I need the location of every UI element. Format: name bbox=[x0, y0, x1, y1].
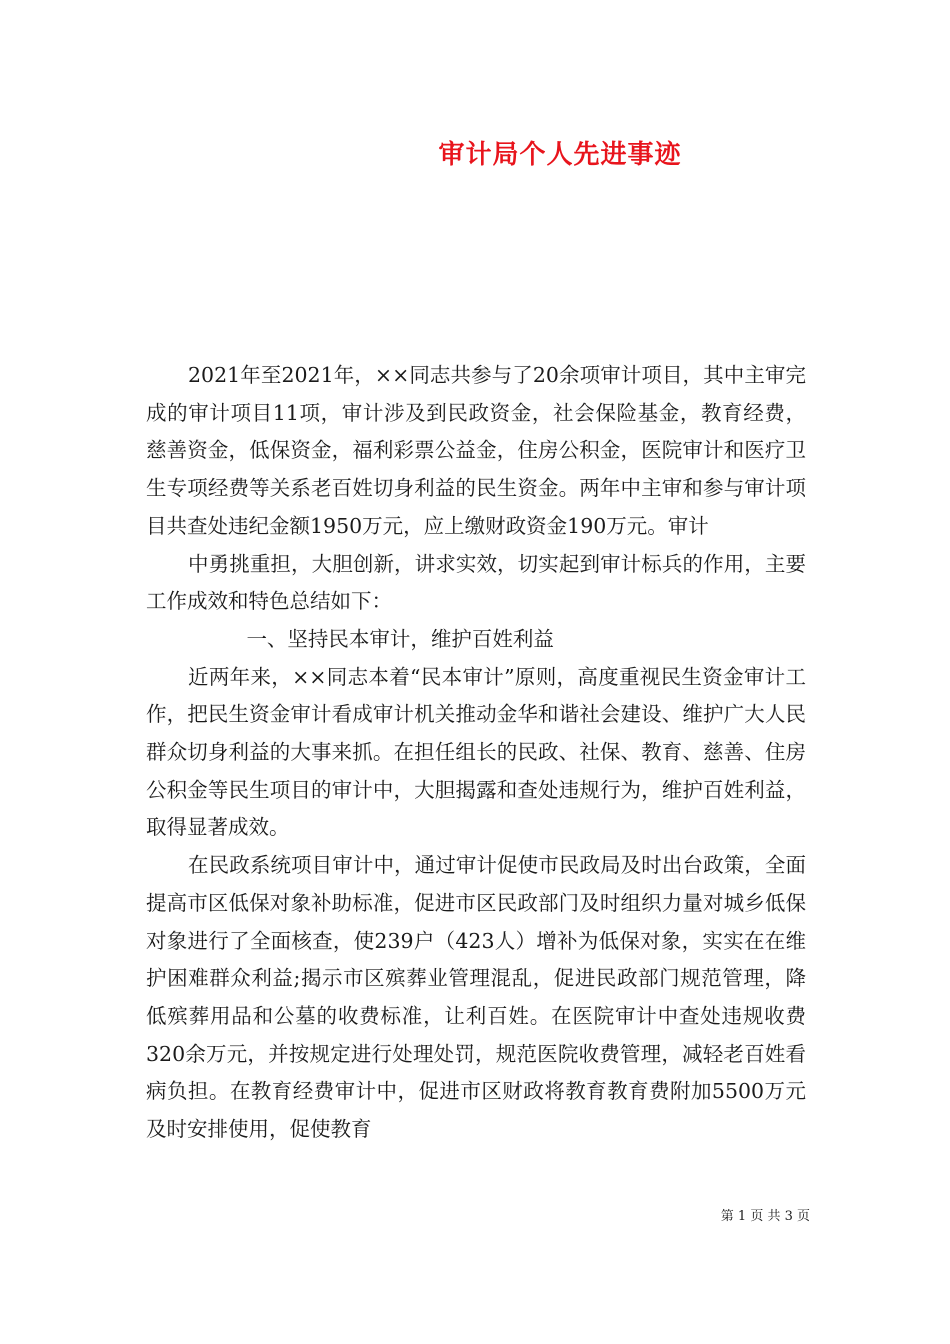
document-body bbox=[146, 357, 806, 1149]
document-title: 审计局个人先进事迹 bbox=[438, 140, 682, 170]
section-heading-1: 一、坚持民本审计，维护百姓利益 bbox=[246, 626, 554, 651]
paragraph-2: 中勇挑重担，大胆创新，讲求实效，切实起到审计标兵的作用，主要工作成效和特色总结如下： bbox=[146, 551, 806, 614]
paragraph-1: 2021年至2021年，××同志共参与了20余项审计项目，其中主审完成的审计项目11项，审计涉及到民政资金，社会保险基金，教育经费，慈善资金，低保资金，福利彩票公益金，住房公积金，医院审计和医疗卫生专项经费等关系老百姓切身利益的民生资金。两年中主审和参与审计项目共查处违纪金额1950万元，应上缴财政资金190万元。审计 bbox=[146, 363, 806, 538]
paragraph-4: 在民政系统项目审计中，通过审计促使市民政局及时出台政策，全面提高市区低保对象补助标准，促进市区民政部门及时组织力量对城乡低保对象进行了全面核查，使239户（423人）增补为低保对象，实实在在维护困难群众利益;揭示市区殡葬业管理混乱，促进民政部门规范管理，降低殡葬用品和公墓的收费标准，让利百姓。在医院审计中查处违规收费320余万元，并按规定进行处理处罚，规范医院收费管理，减轻老百姓看病负担。在教育经费审计中，促进市区财政将教育教育费附加5500万元及时安排使用，促使教育 bbox=[146, 853, 806, 1142]
page-number-footer: 第 1 页 共 3 页 bbox=[720, 1209, 810, 1224]
paragraph-3: 近两年来，××同志本着“民本审计”原则，高度重视民生资金审计工作，把民生资金审计看成审计机关推动金华和谐社会建设、维护广大人民群众切身利益的大事来抓。在担任组长的民政、社保、教育、慈善、住房公积金等民生项目的审计中，大胆揭露和查处违规行为，维护百姓利益，取得显著成效。 bbox=[146, 664, 806, 840]
